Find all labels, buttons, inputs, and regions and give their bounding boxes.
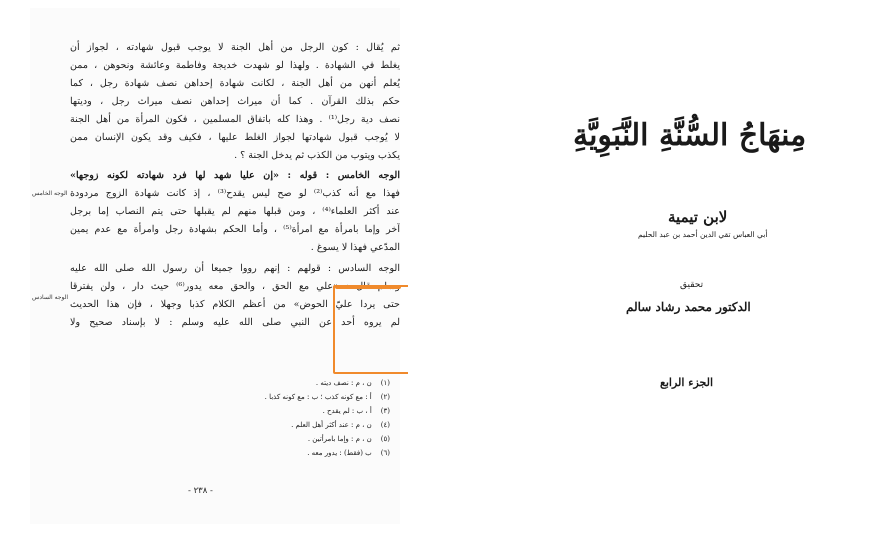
footnote: (٤) ن ، م : عند أكثر أهل العلم . <box>291 421 390 429</box>
text-line: الوجه الخامس : قوله : «إن عليا شهد لها فرد شهادته لكونه زوجها» <box>70 170 400 181</box>
text-line: الوجه السادس : قولهم : إنهم رووا جميعا أن رسول الله صلى الله عليه <box>70 263 400 274</box>
footnote: (٢) أ : مع كونه كذب ؛ ب : مع كونه كذبا . <box>264 393 390 401</box>
margin-note-fifth: الوجه الخامس <box>32 190 68 197</box>
footnote: (٣) أ ، ب : لم يقدح . <box>322 407 390 415</box>
author-lineage: أبي العباس تقي الدين أحمد بن عبد الحليم <box>638 230 768 239</box>
text-line: لا يُوجب قبول شهادتها لجواز الغلط عليها ، فكيف وقد يكون الإنسان ممن <box>70 132 400 143</box>
text-line: فهذا مع أنه كذب⁽²⁾ لو صح ليس يقدح⁽³⁾ ، إذ كانت شهادة الزوج مردودة <box>70 188 400 199</box>
footnote: (٦) ب (فقط) : يدور معه . <box>307 449 390 457</box>
edited-label: تحقيق <box>680 280 704 290</box>
text-line: يُعلم أنهن من أهل الجنة ، لكانت شهادة إحداهن نصف شهادة رجل ، كما <box>70 78 400 89</box>
text-line: عند أكثر العلماء⁽⁴⁾ ، ومن قبلها منهم لم يقبلها حتى يتم النصاب إما برجل <box>70 206 400 217</box>
editor-name: الدكتور محمد رشاد سالم <box>626 300 751 314</box>
footnote: (١) ن ، م : نصف ديته . <box>315 379 390 387</box>
text-line: المدّعي فهذا لا يسوغ . <box>310 242 400 253</box>
book-title: مِنهَاجُ السُّنَّةِ النَّبَوِيَّةِ <box>573 118 807 153</box>
right-page <box>408 8 862 524</box>
footnote: (٥) ن ، م : وإما بامرأتين . <box>307 435 390 443</box>
left-page <box>30 8 400 524</box>
text-line: ثم يُقال : كون الرجل من أهل الجنة لا يوجب قبول شهادته ، لجواز أن <box>70 42 400 53</box>
page-number: - ٢٣٨ - <box>188 486 213 496</box>
text-line: وسلم قال : «علي مع الحق ، والحق معه يدور⁽⁶⁾ حيث دار ، ولن يفترقا <box>70 281 400 292</box>
text-line: حتى يردا عليّ الحوض» من أعظم الكلام كذبا وجهلا ، فإن هذا الحديث <box>70 299 400 310</box>
text-line: نصف دية رجل⁽¹⁾ . وهذا كله باتفاق المسلمين ، فكون المرأة من أهل الجنة <box>70 114 400 125</box>
volume-label: الجزء الرابع <box>660 376 714 389</box>
text-line: يكذب ويتوب من الكذب ثم يدخل الجنة ؟ . <box>234 150 400 161</box>
author-name: لابن تيمية <box>668 208 728 226</box>
margin-note-sixth: الوجه السادس <box>32 294 69 301</box>
text-line: آخر وإما بامرأة مع امرأة⁽⁵⁾ ، وأما الحكم بشهادة رجل وامرأة مع عدم يمين <box>70 224 400 235</box>
text-line: لم يروه أحد عن النبي صلى الله عليه وسلم : لا بإسناد صحيح ولا <box>70 317 400 328</box>
text-line: حكم بذلك القرآن . كما أن ميراث إحداهن نصف ميراث رجل ، وديتها <box>70 96 400 107</box>
text-line: يغلط في الشهادة . ولهذا لو شهدت خديجة وفاطمة وعائشة ونحوهن ، ممن <box>70 60 400 71</box>
